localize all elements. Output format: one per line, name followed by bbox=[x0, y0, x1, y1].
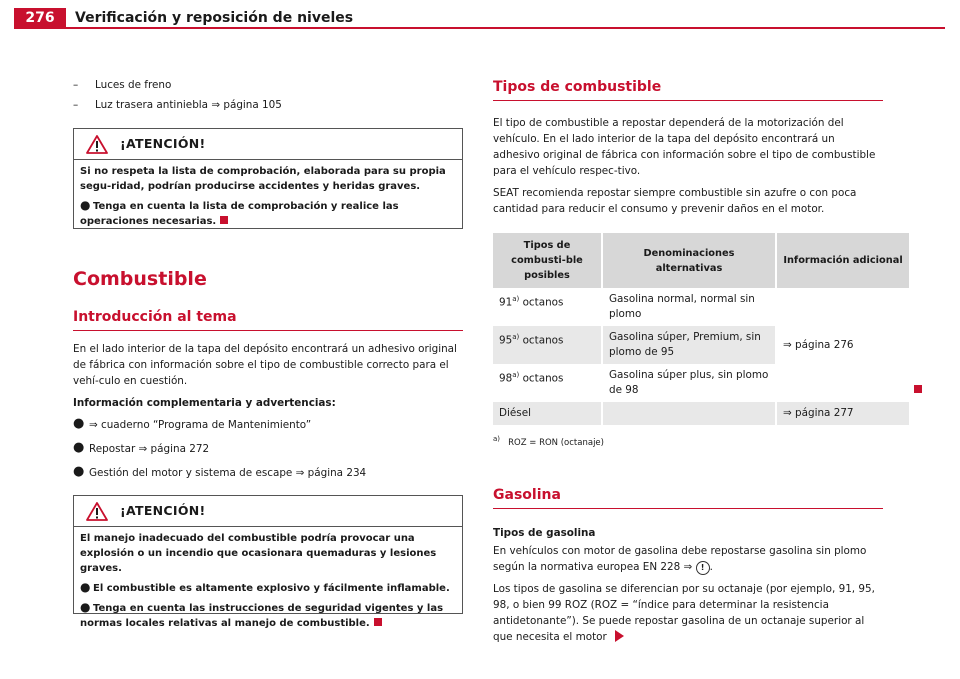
info-label: Información complementaria y advertencias: bbox=[73, 397, 336, 409]
table-header-cell: Información adicional bbox=[776, 233, 910, 288]
section-title-fuel-types: Tipos de combustible bbox=[493, 77, 883, 101]
paragraph: En vehículos con motor de gasolina debe repostarse gasolina sin plomo según la normativa europea EN 228 ⇒ ! . bbox=[493, 544, 867, 573]
table-row bbox=[493, 288, 910, 326]
warning-header bbox=[74, 496, 462, 527]
intro-paragraph: En el lado interior de la tapa del depósito encontrará un adhesivo original de fábrica con información sobre el tipo de combustible correcto para el vehí-culo en cuestión. bbox=[73, 343, 457, 387]
bullet-icon: ● bbox=[73, 440, 85, 455]
bullet-icon: ● bbox=[80, 580, 91, 594]
alt-name-cell: Gasolina súper, Premium, sin plomo de 95 bbox=[602, 326, 776, 364]
warning-body bbox=[74, 160, 462, 239]
continue-arrow-icon bbox=[615, 630, 624, 642]
warning-box bbox=[73, 128, 463, 229]
table-header-cell: Denominaciones alternativas bbox=[602, 233, 776, 288]
warning-title: ¡ATENCIÓN! bbox=[120, 136, 206, 151]
page-number: 276 bbox=[14, 8, 66, 28]
alt-name-cell: Gasolina súper plus, sin plomo de 98 bbox=[602, 364, 776, 402]
table-header-row bbox=[493, 233, 910, 288]
bullet-icon: ● bbox=[73, 464, 85, 479]
warning-text: Si no respeta la lista de comprobación, elaborada para su propia segu-ridad, podrían producirse accidentes y heridas graves. bbox=[80, 166, 446, 192]
warning-header bbox=[74, 129, 462, 160]
section-end-icon bbox=[220, 216, 228, 224]
subsection-title: Introducción al tema bbox=[73, 307, 463, 331]
fuel-type-cell: 95$^{a)}$ octanos bbox=[493, 326, 602, 364]
table-header-cell: Tipos de combusti-ble posibles bbox=[493, 233, 602, 288]
dash-item: – Luces de freno bbox=[73, 77, 463, 93]
section-title: Combustible bbox=[73, 268, 207, 290]
warning-bullet: ● Tenga en cuenta la lista de comprobación y realice las operaciones necesarias. bbox=[80, 198, 399, 227]
warning-triangle-icon bbox=[86, 502, 108, 521]
footnote: $^{a)}$ ROZ = RON (octanaje) bbox=[493, 435, 604, 448]
bullet-icon: ● bbox=[80, 198, 91, 212]
section-end-icon bbox=[374, 618, 382, 626]
paragraph: Los tipos de gasolina se diferencian por su octanaje (por ejemplo, 91, 95, 98, o bien 99 ROZ (ROZ = “índice para determinar la resistencia antidetonante”). Se puede repostar gasolina de un octanaje superior al que necesita el motor bbox=[493, 582, 875, 643]
alt-name-cell: Gasolina normal, normal sin plomo bbox=[602, 288, 776, 326]
left-column bbox=[73, 77, 463, 629]
section-end-icon bbox=[914, 385, 922, 393]
fuel-type-cell: 98$^{a)}$ octanos bbox=[493, 364, 602, 402]
warning-text: El manejo inadecuado del combustible podría provocar una explosión o un incendio que ocasionara quemaduras y lesiones graves. bbox=[80, 533, 437, 574]
paragraph: El tipo de combustible a repostar dependerá de la motorización del vehículo. En el lado interior de la tapa del depósito encontrará un adhesivo original de fábrica con información sobre el tipo de combustible para el vehículo respec-tivo. bbox=[493, 117, 876, 177]
dash-item: – Luz trasera antiniebla ⇒ página 105 bbox=[73, 97, 463, 113]
list-item[interactable]: ● ⇒ cuaderno “Programa de Mantenimiento” bbox=[73, 416, 312, 431]
bullet-icon: ● bbox=[80, 600, 91, 614]
fuel-type-cell: 91$^{a)}$ octanos bbox=[493, 288, 602, 326]
info-cell[interactable]: ⇒ página 277 bbox=[776, 402, 910, 425]
warning-box bbox=[73, 495, 463, 629]
list-item[interactable]: ● Gestión del motor y sistema de escape ⇒ página 234 bbox=[73, 464, 367, 479]
right-column bbox=[493, 77, 903, 651]
info-cell[interactable]: ⇒ página 276 bbox=[776, 288, 910, 402]
page-header-title: Verificación y reposición de niveles bbox=[75, 10, 354, 26]
warning-body bbox=[74, 527, 462, 641]
fuel-types-table bbox=[493, 233, 911, 425]
warning-bullet: ● Tenga en cuenta las instrucciones de seguridad vigentes y las normas locales relativas al manejo de combustible. bbox=[80, 600, 444, 629]
page-reference-link[interactable]: página 105 bbox=[223, 99, 282, 111]
header-divider bbox=[14, 27, 945, 29]
alt-name-cell bbox=[602, 402, 776, 425]
warning-title: ¡ATENCIÓN! bbox=[120, 503, 206, 518]
warning-triangle-icon bbox=[86, 135, 108, 154]
bullet-icon: ● bbox=[73, 416, 85, 431]
warning-circle-icon[interactable]: ! bbox=[696, 561, 710, 575]
subheading: Tipos de gasolina bbox=[493, 526, 596, 539]
warning-bullet: ● El combustible es altamente explosivo y fácilmente inflamable. bbox=[80, 580, 450, 594]
table-row bbox=[493, 402, 910, 425]
list-item[interactable]: ● Repostar ⇒ página 272 bbox=[73, 440, 210, 455]
paragraph: SEAT recomienda repostar siempre combustible sin azufre o con poca cantidad para reducir el consumo y prevenir daños en el motor. bbox=[493, 187, 857, 215]
fuel-type-cell: Diésel bbox=[493, 402, 602, 425]
section-title-gasolina: Gasolina bbox=[493, 485, 883, 509]
